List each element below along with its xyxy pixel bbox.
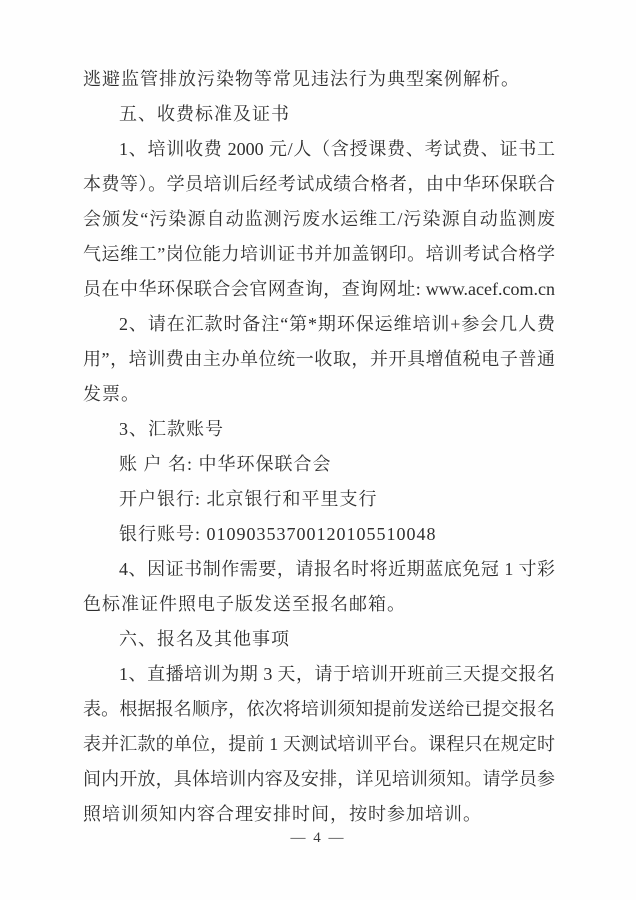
text-line: 2、请在汇款时备注“第*期环保运维培训+参会几人费 — [119, 314, 555, 334]
document-body — [83, 62, 555, 832]
text-line: 本费等）。学员培训后经考试成绩合格者，由中华环保联合 — [83, 174, 555, 194]
text-line: 4、因证书制作需要，请报名时将近期蓝底免冠 1 寸彩 — [119, 559, 555, 579]
text-line-remit-account: 3、汇款账号 — [119, 419, 224, 439]
text-line: 表并汇款的单位，提前 1 天测试培训平台。课程只在规定时 — [83, 734, 555, 754]
text-line-account-name: 账 户 名: 中华环保联合会 — [119, 454, 332, 474]
text-line-account-number: 银行账号: 01090353700120105510048 — [119, 524, 437, 544]
text-line: 气运维工”岗位能力培训证书并加盖钢印。培训考试合格学 — [83, 244, 555, 264]
text-line: 用”，培训费由主办单位统一收取，并开具增值税电子普通 — [83, 349, 555, 369]
text-line: 色标准证件照电子版发送至报名邮箱。 — [83, 594, 406, 614]
text-line: 会颁发“污染源自动监测污废水运维工/污染源自动监测废 — [83, 209, 555, 229]
text-line: 发票。 — [83, 384, 140, 404]
text-line-website: 员在中华环保联合会官网查询，查询网址: www.acef.com.cn — [83, 279, 555, 299]
text-line: 照培训须知内容合理安排时间，按时参加培训。 — [83, 804, 482, 824]
text-line: 表。根据报名顺序，依次将培训须知提前发送给已提交报名 — [83, 699, 555, 719]
page-number: — 4 — — [290, 830, 346, 846]
text-line-bank-name: 开户银行: 北京银行和平里支行 — [119, 489, 378, 509]
section-heading-fees: 五、收费标准及证书 — [119, 104, 290, 124]
text-line: 1、培训收费 2000 元/人（含授课费、考试费、证书工 — [119, 139, 555, 159]
text-line: 间内开放，具体培训内容及安排，详见培训须知。请学员参 — [83, 769, 555, 789]
text-line: 1、直播培训为期 3 天，请于培训开班前三天提交报名 — [119, 664, 555, 684]
text-line: 逃避监管排放污染物等常见违法行为典型案例解析。 — [83, 69, 520, 89]
section-heading-signup: 六、报名及其他事项 — [119, 629, 290, 649]
